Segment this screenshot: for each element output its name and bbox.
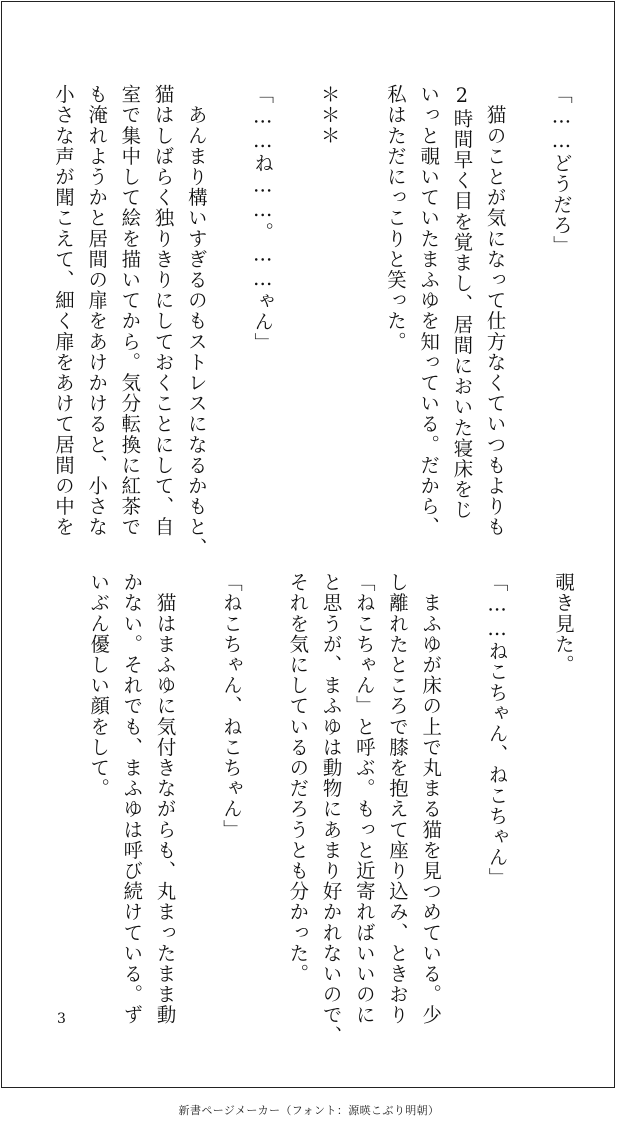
footer-credit: 新書ページメーカー（フォント：源暎こぶり明朝）: [178, 1104, 440, 1117]
page-number: 3: [57, 1011, 66, 1027]
text-column: 「……ね……。……ゃん」: [251, 84, 275, 353]
text-column: も淹れようかと居間の扉をあけかけると、小さな: [85, 84, 109, 538]
text-column: [346, 84, 379, 558]
text-column: [279, 84, 312, 558]
text-column: ＊＊＊: [317, 84, 341, 146]
text-column: 「……どうだろ」: [550, 84, 573, 256]
text-block-top: [47, 84, 578, 558]
text-column: 「ねこちゃん」と呼ぶ。もっと近寄ればいいのに: [352, 572, 376, 1026]
text-column: かない。それでも、まふゆは呼び続けている。ず: [120, 572, 144, 1026]
text-column: いぶん優しい顔をして。: [87, 572, 111, 799]
text-column: [514, 572, 547, 1046]
text-column: [182, 572, 215, 1046]
text-column: 「ねこちゃん、ねこちゃん」: [219, 572, 243, 840]
text-column: 2時間早く目を覚まし、居間においた寝床をじ: [450, 84, 474, 521]
text-column: と思うが、まふゆは動物にあまり好かれないので、: [319, 572, 343, 1046]
text-column: 「……ねこちゃん、ねこちゃん」: [485, 572, 509, 889]
text-column: あんまり構いすぎるのもストレスになるかもと、: [184, 84, 208, 558]
text-column: それを気にしているのだろうとも分かった。: [286, 572, 310, 984]
text-column: し離れたところで膝を抱えて座り込み、ときおり: [385, 572, 409, 1026]
text-column: 猫はしばらく独りきりにしておくことにして、自: [151, 84, 175, 538]
text-block-bottom: [82, 572, 580, 1046]
text-column: [248, 572, 281, 1046]
text-column: まふゆが床の上で丸まる猫を見つめている。少: [419, 572, 443, 1026]
text-column: 室で集中して絵を描いてから。気分転換に紅茶で: [118, 84, 142, 538]
text-column: 私はただにっこりと笑った。: [383, 84, 407, 352]
text-column: 小さな声が聞こえて、細く扉をあけて居間の中を: [51, 84, 75, 538]
page: [1, 1, 615, 1088]
text-column: 覗き見た。: [552, 572, 575, 675]
text-column: [213, 84, 246, 558]
text-column: 猫のことが気になって仕方なくていつもよりも: [483, 84, 507, 538]
text-column: 猫はまふゆに気付きながらも、丸まったまま動: [153, 572, 177, 1026]
text-column: いっと覗いていたまふゆを知っている。だから、: [417, 84, 441, 538]
text-column: [447, 572, 480, 1046]
text-column: [512, 84, 545, 558]
